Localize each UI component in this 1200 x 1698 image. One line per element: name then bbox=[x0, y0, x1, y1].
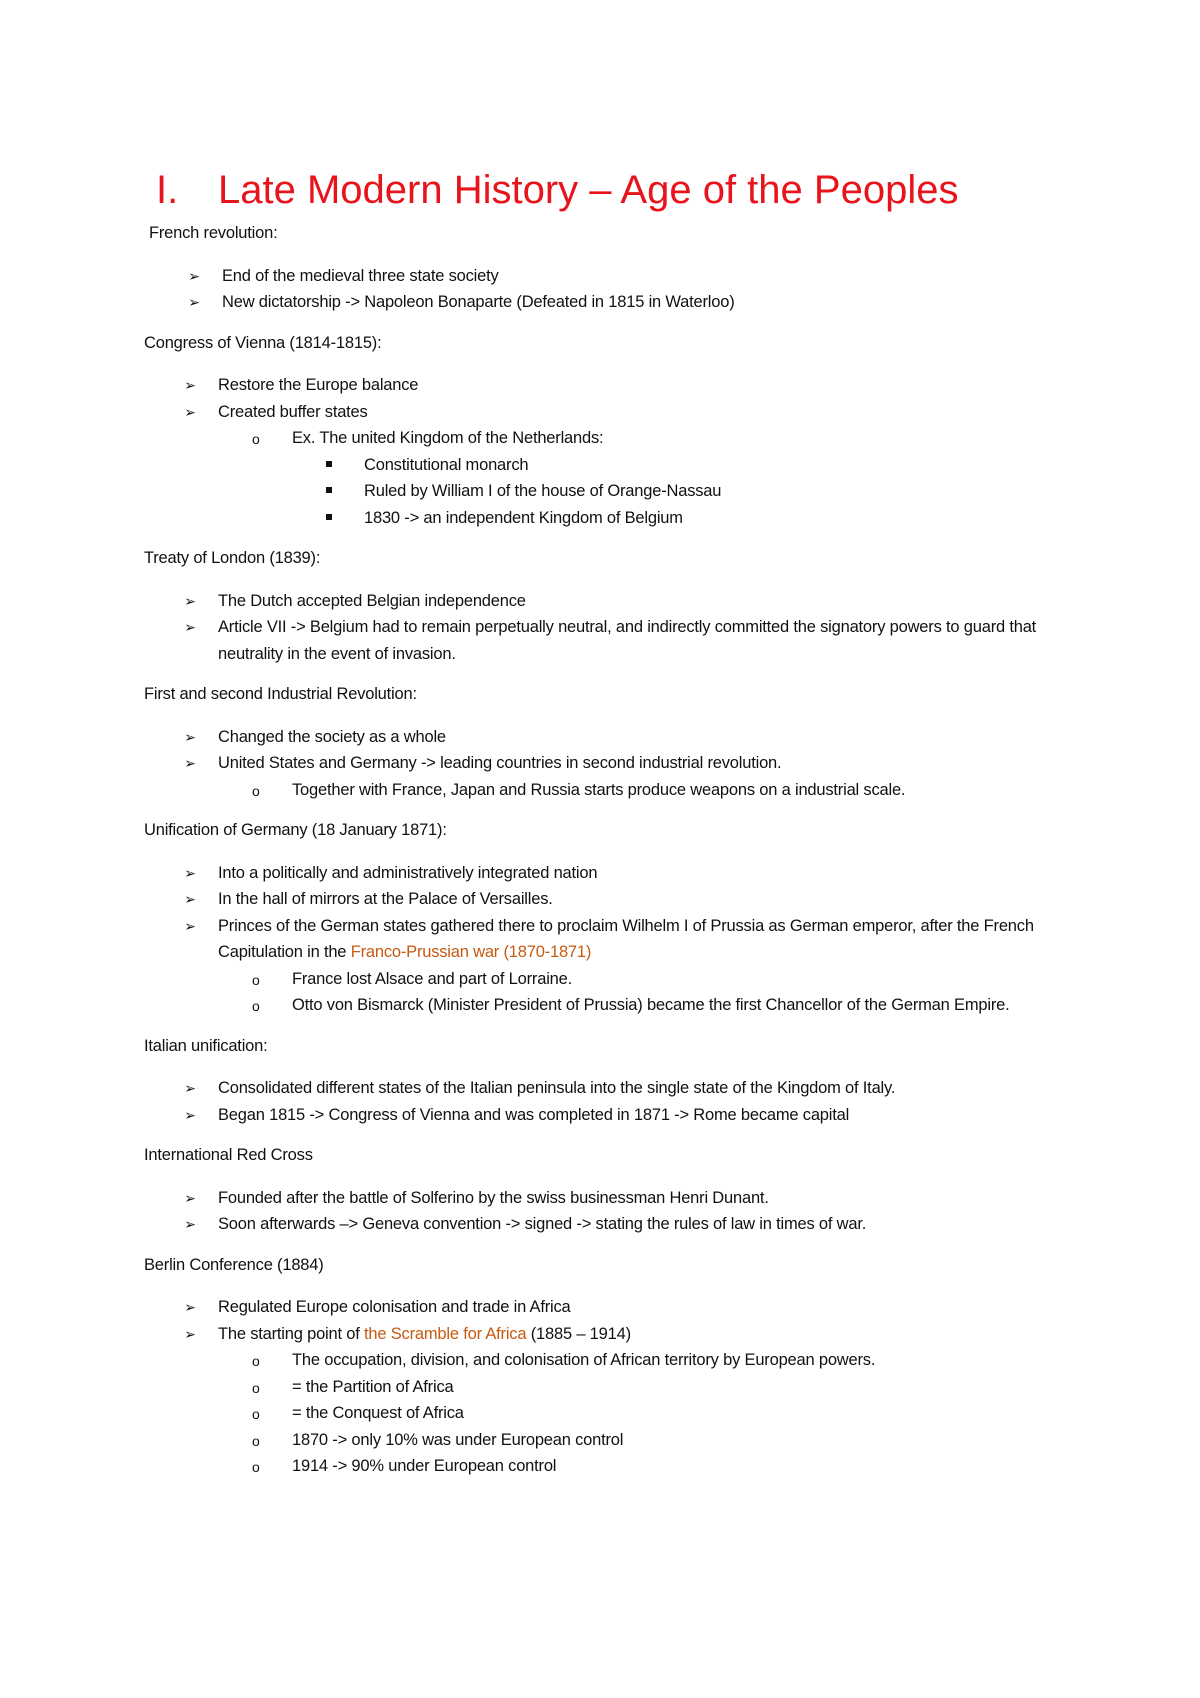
list-item: ➢ Began 1815 -> Congress of Vienna and was completed in 1871 -> Rome became capital bbox=[144, 1102, 1084, 1129]
arrow-bullet-icon: ➢ bbox=[184, 1080, 196, 1096]
arrow-bullet-icon: ➢ bbox=[184, 864, 196, 881]
document-body bbox=[144, 220, 1084, 1480]
arrow-bullet-icon: ➢ bbox=[184, 917, 196, 934]
scramble-for-africa-link[interactable]: the Scramble for Africa bbox=[364, 1324, 527, 1343]
list-item: ➢ The Dutch accepted Belgian independence bbox=[144, 588, 1084, 615]
sub-sub-list-item: Constitutional monarch bbox=[144, 452, 1084, 479]
sub-list-item: o Ex. The united Kingdom of the Netherlands: bbox=[144, 425, 1084, 452]
list-item: ➢ Consolidated different states of the Italian peninsula into the single state of the Kingdom of Italy. bbox=[144, 1075, 1084, 1102]
circle-bullet-icon: o bbox=[252, 971, 260, 988]
arrow-bullet-icon: ➢ bbox=[184, 1325, 196, 1342]
section-french-revolution bbox=[144, 220, 1084, 316]
section-industrial-revolution bbox=[144, 681, 1084, 803]
sub-list-item: o = the Partition of Africa bbox=[144, 1374, 1084, 1401]
sub-sub-list-item: 1830 -> an independent Kingdom of Belgium bbox=[144, 505, 1084, 532]
section-heading: French revolution: bbox=[149, 224, 278, 242]
bullet-list bbox=[144, 263, 1084, 316]
list-item: ➢ Soon afterwards –> Geneva convention -> signed -> stating the rules of law in times of war. bbox=[144, 1211, 1084, 1238]
arrow-bullet-icon: ➢ bbox=[188, 267, 200, 284]
square-bullet-icon bbox=[326, 487, 332, 493]
sub-list-item: o France lost Alsace and part of Lorraine. bbox=[144, 966, 1084, 993]
list-item: ➢ The starting point of the Scramble for Africa (1885 – 1914) bbox=[144, 1321, 1084, 1348]
page-title bbox=[156, 166, 958, 214]
section-treaty-of-london bbox=[144, 545, 1084, 667]
circle-bullet-icon: o bbox=[252, 1432, 260, 1449]
sub-sub-list-item: Ruled by William I of the house of Orange-Nassau bbox=[144, 478, 1084, 505]
list-item: ➢ United States and Germany -> leading countries in second industrial revolution. bbox=[144, 750, 1084, 777]
section-heading: Berlin Conference (1884) bbox=[144, 1255, 324, 1274]
list-item: ➢ End of the medieval three state society bbox=[144, 263, 1084, 290]
list-item: ➢ Princes of the German states gathered there to proclaim Wilhelm I of Prussia as German emperor, after the French Capitulation in the Franco-Prussian war (1870-1871) bbox=[144, 913, 1084, 966]
list-item: ➢ Into a politically and administratively integrated nation bbox=[144, 860, 1084, 887]
section-heading: Unification of Germany (18 January 1871): bbox=[144, 821, 447, 839]
arrow-bullet-icon: ➢ bbox=[184, 891, 196, 907]
arrow-bullet-icon: ➢ bbox=[184, 1106, 196, 1123]
section-italian-unification bbox=[144, 1033, 1084, 1129]
section-heading: International Red Cross bbox=[144, 1146, 313, 1164]
circle-bullet-icon: o bbox=[252, 431, 260, 447]
arrow-bullet-icon: ➢ bbox=[184, 1216, 196, 1232]
list-item: ➢ Founded after the battle of Solferino by the swiss businessman Henri Dunant. bbox=[144, 1185, 1084, 1212]
arrow-bullet-icon: ➢ bbox=[184, 755, 196, 771]
list-item: ➢ Restore the Europe balance bbox=[144, 372, 1084, 399]
circle-bullet-icon: o bbox=[252, 782, 260, 799]
circle-bullet-icon: o bbox=[252, 998, 260, 1014]
franco-prussian-war-link[interactable]: Franco-Prussian war (1870-1871) bbox=[350, 943, 592, 961]
section-red-cross bbox=[144, 1142, 1084, 1238]
arrow-bullet-icon: ➢ bbox=[184, 592, 196, 609]
list-item: ➢ In the hall of mirrors at the Palace of Versailles. bbox=[144, 886, 1084, 913]
sub-list-item: o = the Conquest of Africa bbox=[144, 1400, 1084, 1427]
arrow-bullet-icon: ➢ bbox=[188, 294, 200, 310]
section-heading: Treaty of London (1839): bbox=[144, 549, 321, 567]
bullet-list bbox=[144, 1294, 1084, 1480]
list-item: ➢ Changed the society as a whole bbox=[144, 724, 1084, 751]
arrow-bullet-icon: ➢ bbox=[184, 403, 196, 420]
list-item: ➢ Regulated Europe colonisation and trade in Africa bbox=[144, 1294, 1084, 1321]
section-congress-of-vienna bbox=[144, 330, 1084, 532]
arrow-bullet-icon: ➢ bbox=[184, 377, 196, 393]
arrow-bullet-icon: ➢ bbox=[184, 1299, 196, 1315]
section-heading: First and second Industrial Revolution: bbox=[144, 685, 417, 703]
arrow-bullet-icon: ➢ bbox=[184, 619, 196, 635]
arrow-bullet-icon: ➢ bbox=[184, 728, 196, 745]
bullet-list bbox=[144, 588, 1084, 668]
arrow-bullet-icon: ➢ bbox=[184, 1189, 196, 1206]
bullet-list bbox=[144, 724, 1084, 804]
square-bullet-icon bbox=[326, 514, 332, 520]
sub-list-item: o The occupation, division, and colonisation of African territory by European powers. bbox=[144, 1347, 1084, 1374]
sub-list-item: o 1914 -> 90% under European control bbox=[144, 1453, 1084, 1480]
list-item: ➢ Created buffer states bbox=[144, 399, 1084, 426]
section-heading: Congress of Vienna (1814-1815): bbox=[144, 333, 382, 352]
circle-bullet-icon: o bbox=[252, 1379, 260, 1396]
bullet-list bbox=[144, 860, 1084, 1019]
circle-bullet-icon: o bbox=[252, 1353, 260, 1369]
circle-bullet-icon: o bbox=[252, 1406, 260, 1422]
section-berlin-conference bbox=[144, 1252, 1084, 1480]
bullet-list bbox=[144, 372, 1084, 531]
square-bullet-icon bbox=[326, 461, 332, 467]
sub-list-item: o Otto von Bismarck (Minister President of Prussia) became the first Chancellor of the German Empire. bbox=[144, 992, 1084, 1019]
heading-number: I. bbox=[156, 168, 179, 212]
section-heading: Italian unification: bbox=[144, 1036, 268, 1055]
section-unification-of-germany bbox=[144, 817, 1084, 1019]
list-item: ➢ Article VII -> Belgium had to remain perpetually neutral, and indirectly committed the signatory powers to guard that neutrality in the event of invasion. bbox=[144, 614, 1084, 667]
heading-text: Late Modern History – Age of the Peoples bbox=[218, 168, 959, 212]
sub-list-item: o 1870 -> only 10% was under European control bbox=[144, 1427, 1084, 1454]
list-item: ➢ New dictatorship -> Napoleon Bonaparte (Defeated in 1815 in Waterloo) bbox=[144, 289, 1084, 316]
bullet-list bbox=[144, 1185, 1084, 1238]
sub-list-item: o Together with France, Japan and Russia starts produce weapons on a industrial scale. bbox=[144, 777, 1084, 804]
circle-bullet-icon: o bbox=[252, 1459, 260, 1475]
bullet-list bbox=[144, 1075, 1084, 1128]
